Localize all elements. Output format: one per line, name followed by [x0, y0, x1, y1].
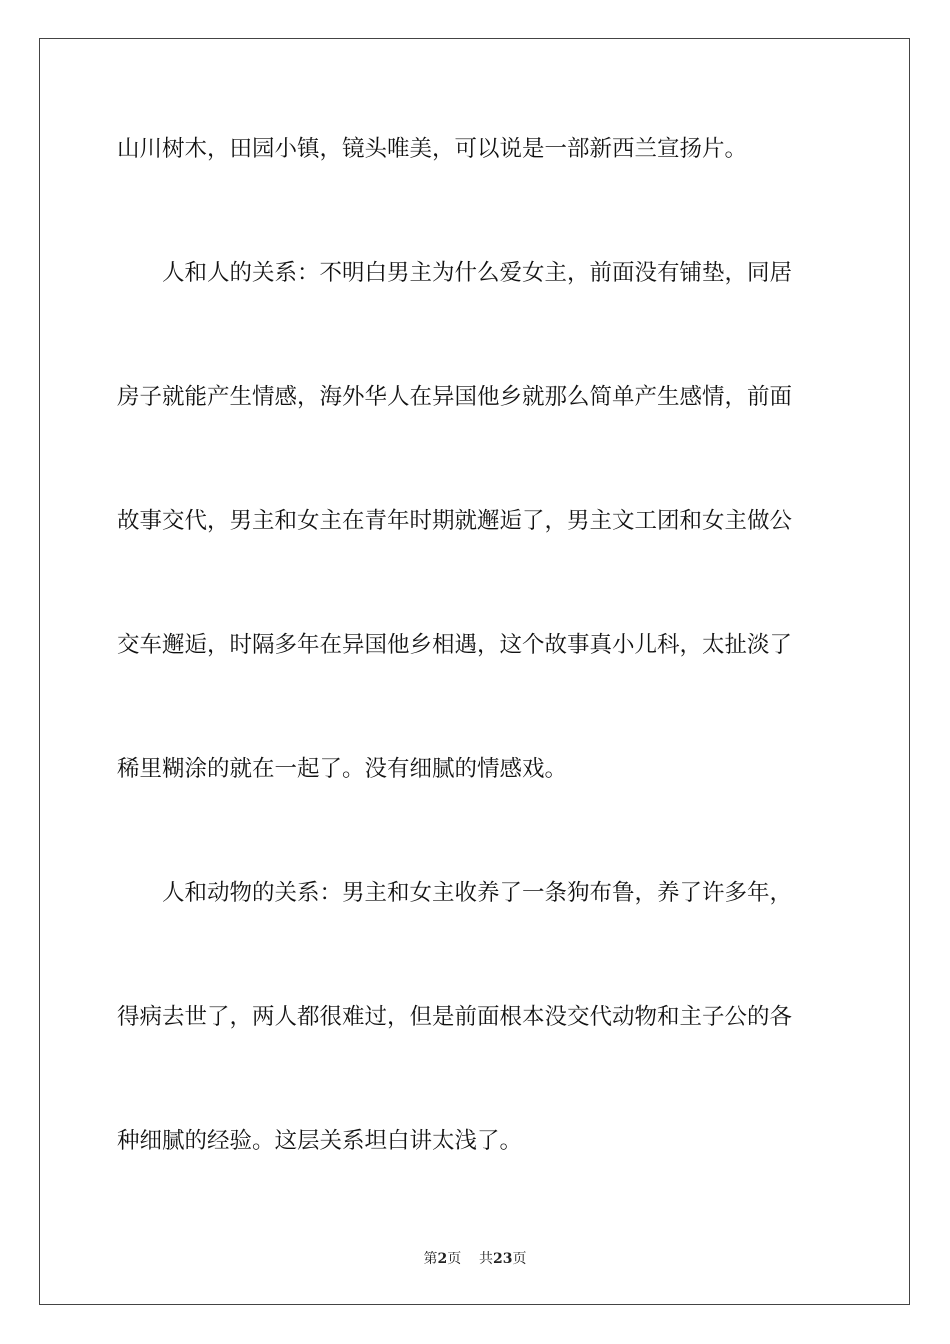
footer-page-number: 2 — [437, 1251, 448, 1267]
text-line-2: 人和人的关系：不明白男主为什么爱女主，前面没有铺垫，同居 — [117, 260, 793, 286]
text-line-6: 稀里糊涂的就在一起了。没有细腻的情感戏。 — [117, 756, 568, 782]
text-line-4: 故事交代，男主和女主在青年时期就邂逅了，男主文工团和女主做公 — [117, 508, 793, 534]
footer-page-prefix: 第 — [423, 1251, 438, 1267]
text-line-3: 房子就能产生情感，海外华人在异国他乡就那么简单产生感情，前面 — [117, 384, 793, 410]
footer-total-prefix: 共 — [479, 1251, 494, 1267]
text-line-8: 得病去世了，两人都很难过，但是前面根本没交代动物和主子公的各 — [117, 1004, 793, 1030]
text-line-5: 交车邂逅，时隔多年在异国他乡相遇，这个故事真小儿科，太扯淡了 — [117, 632, 793, 658]
footer-page-suffix: 页 — [447, 1251, 462, 1267]
text-line-9: 种细腻的经验。这层关系坦白讲太浅了。 — [117, 1128, 523, 1154]
text-line-7: 人和动物的关系：男主和女主收养了一条狗布鲁，养了许多年， — [117, 880, 793, 906]
footer-total-suffix: 页 — [512, 1251, 527, 1267]
page-border — [39, 38, 910, 1305]
footer-total-pages: 23 — [493, 1251, 513, 1267]
text-line-1: 山川树木，田园小镇，镜头唯美，可以说是一部新西兰宣扬片。 — [117, 136, 748, 162]
page-footer — [0, 1248, 950, 1268]
